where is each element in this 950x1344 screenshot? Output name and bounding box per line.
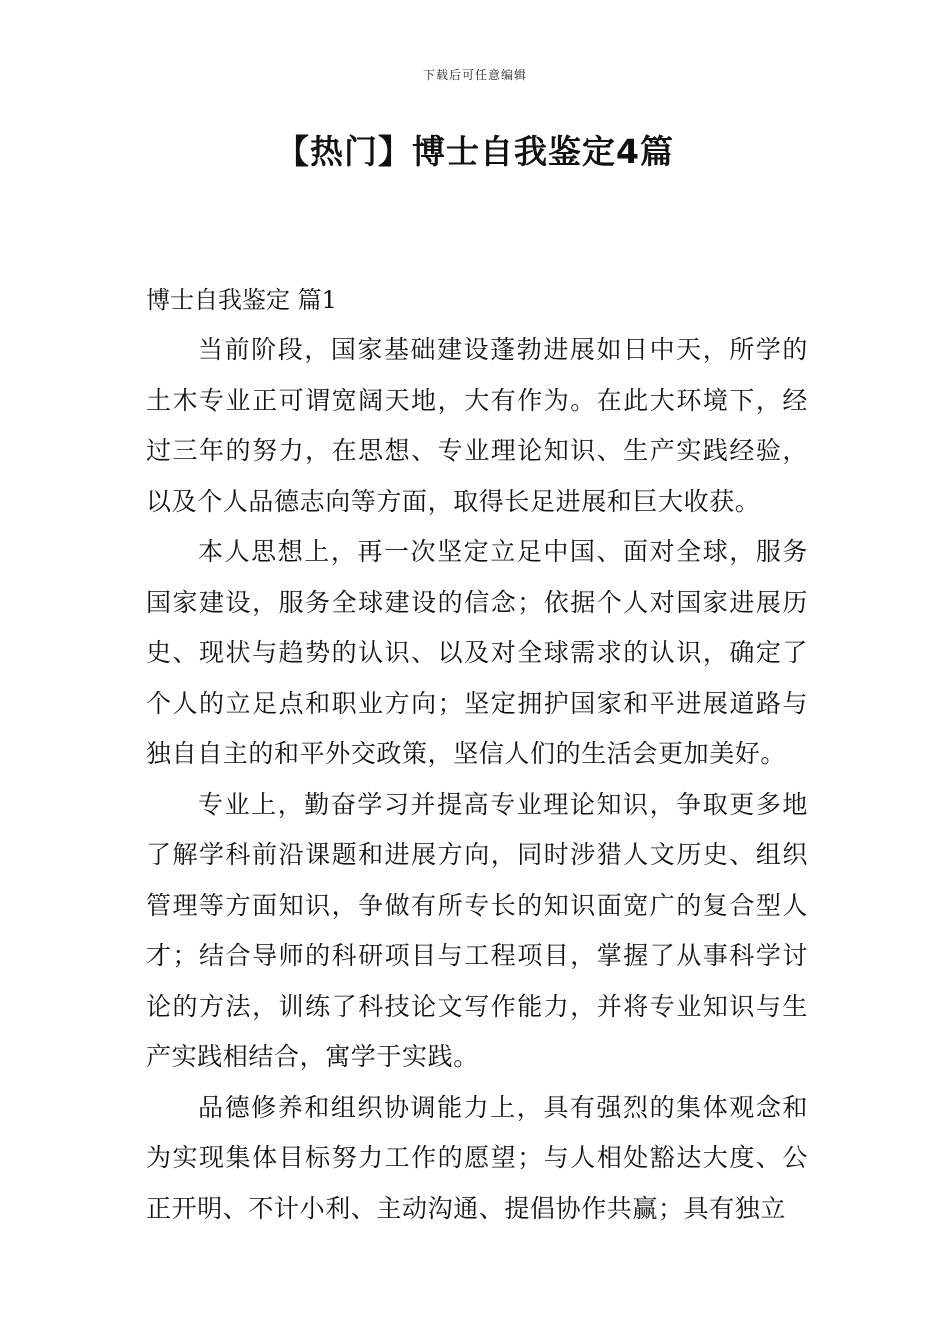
- paragraph-3: 专业上，勤奋学习并提高专业理论知识，争取更多地了解学科前沿课题和进展方向，同时涉猎人文历史、组织管理等方面知识，争做有所专长的知识面宽广的复合型人才；结合导师的科研项目与工程项目，掌握了从事科学讨论的方法，训练了科技论文写作能力，并将专业知识与生产实践相结合，寓学于实践。: [146, 789, 808, 1071]
- paragraph-4: 品德修养和组织协调能力上，具有强烈的集体观念和为实现集体目标努力工作的愿望；与人相处豁达大度、公正开明、不计小利、主动沟通、提倡协作共赢；具有独立: [146, 1092, 808, 1223]
- document-body: [146, 281, 808, 1234]
- paragraph-2: 本人思想上，再一次坚定立足中国、面对全球，服务国家建设，服务全球建设的信念；依据个人对国家进展历史、现状与趋势的认识、以及对全球需求的认识，确定了个人的立足点和职业方向；坚定拥护国家和平进展道路与独自自主的和平外交政策，坚信人们的生活会更加美好。: [146, 537, 808, 768]
- section-heading: 博士自我鉴定 篇1: [146, 286, 337, 314]
- paragraph-1: 当前阶段，国家基础建设蓬勃进展如日中天，所学的土木专业正可谓宽阔天地，大有作为。在此大环境下，经过三年的努力，在思想、专业理论知识、生产实践经验，以及个人品德志向等方面，取得长足进展和巨大收获。: [146, 335, 808, 516]
- header-note: 下载后可任意编辑: [422, 68, 527, 82]
- document-title: 【热门】博士自我鉴定4篇: [276, 132, 674, 171]
